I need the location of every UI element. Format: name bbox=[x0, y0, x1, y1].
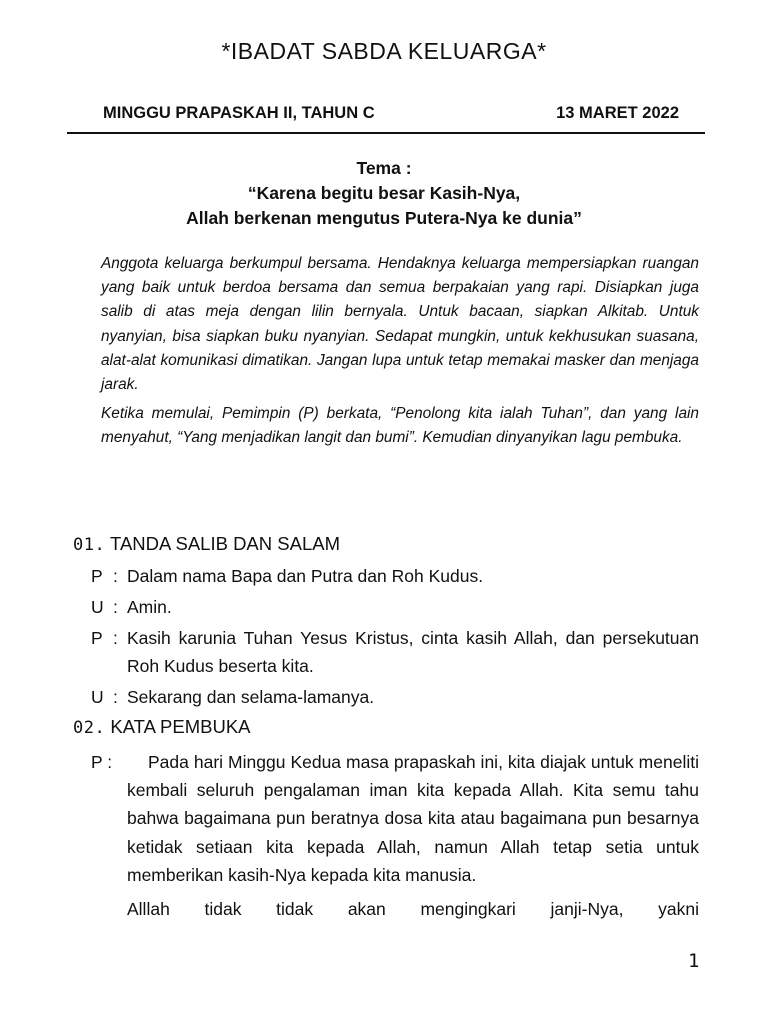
colon-separator: : bbox=[113, 566, 118, 586]
header-divider bbox=[67, 132, 705, 134]
intro-paragraph: Anggota keluarga berkumpul bersama. Hendaknya keluarga mempersiapkan ruangan yang baik untuk berdoa bersama dan semua berpakaian yang rapi. Disiapkan juga salib di atas meja dengan lilin bernyala. Untuk bacaan, siapkan Alkitab. Untuk nyanyian, bisa siapkan buku nyanyian. Sedapat mungkin, untuk kekhusukan suasana, alat-alat komunikasi dimatikan. Jangan lupa untuk tetap memakai masker dan menjaga jarak. bbox=[101, 255, 699, 394]
liturgical-occasion: MINGGU PRAPASKAH II, TAHUN C bbox=[103, 104, 375, 122]
dialog-line bbox=[91, 624, 699, 680]
section-title: KATA PEMBUKA bbox=[110, 716, 251, 737]
dialog-text: Sekarang dan selama-lamanya. bbox=[127, 687, 375, 707]
speaker-label: U bbox=[91, 687, 104, 707]
colon-separator: : bbox=[113, 628, 118, 648]
theme-line-2: Allah berkenan mengutus Putera-Nya ke dunia” bbox=[186, 208, 582, 228]
speaker-label: U bbox=[91, 597, 104, 617]
dialog-text: Kasih karunia Tuhan Yesus Kristus, cinta kasih Allah, dan persekutuan Roh Kudus beserta kita. bbox=[127, 628, 699, 676]
speaker-label: P : bbox=[91, 752, 113, 772]
document-date: 13 MARET 2022 bbox=[556, 104, 679, 122]
page-number: 1 bbox=[688, 950, 700, 972]
section-heading bbox=[73, 533, 340, 555]
opening-paragraph: Alllah tidak tidak akan mengingkari janji-Nya, yakni bbox=[127, 899, 699, 920]
dialog-line bbox=[91, 593, 699, 621]
document-header bbox=[103, 104, 679, 123]
dialog-text: Amin. bbox=[127, 597, 172, 617]
document-title: *IBADAT SABDA KELUARGA* bbox=[221, 38, 547, 64]
speaker-label: P bbox=[91, 566, 103, 586]
colon-separator: : bbox=[113, 687, 118, 707]
dialog-text: Dalam nama Bapa dan Putra dan Roh Kudus. bbox=[127, 566, 484, 586]
theme-line-1: “Karena begitu besar Kasih-Nya, bbox=[247, 183, 521, 203]
section-heading bbox=[73, 716, 251, 738]
theme-label: Tema : bbox=[356, 158, 412, 178]
theme-block bbox=[0, 156, 768, 231]
speaker-label: P bbox=[91, 628, 103, 648]
opening-paragraph: Pada hari Minggu Kedua masa prapaskah ini, kita diajak untuk meneliti kembali seluruh pengalaman iman kita kepada Allah. Kita semu tahu bahwa bagaimana pun beratnya dosa kita atau bagaimana pun besarnya ketidak setiaan kita kepada Allah, namun Allah tetap setia untuk memberikan kasih-Nya kepada kita manusia. bbox=[127, 752, 699, 885]
section-number: 02. bbox=[73, 718, 106, 738]
intro-instructions bbox=[101, 252, 699, 456]
intro-paragraph: Ketika memulai, Pemimpin (P) berkata, “Penolong kita ialah Tuhan”, dan yang lain menyahut, “Yang menjadikan langit dan bumi”. Kemudian dinyanyikan lagu pembuka. bbox=[101, 405, 699, 447]
colon-separator: : bbox=[113, 597, 118, 617]
dialog-block bbox=[91, 562, 699, 711]
dialog-line bbox=[91, 683, 699, 711]
opening-words-block bbox=[91, 748, 699, 923]
dialog-line bbox=[91, 562, 699, 590]
section-number: 01. bbox=[73, 535, 106, 555]
section-title: TANDA SALIB DAN SALAM bbox=[110, 533, 340, 554]
